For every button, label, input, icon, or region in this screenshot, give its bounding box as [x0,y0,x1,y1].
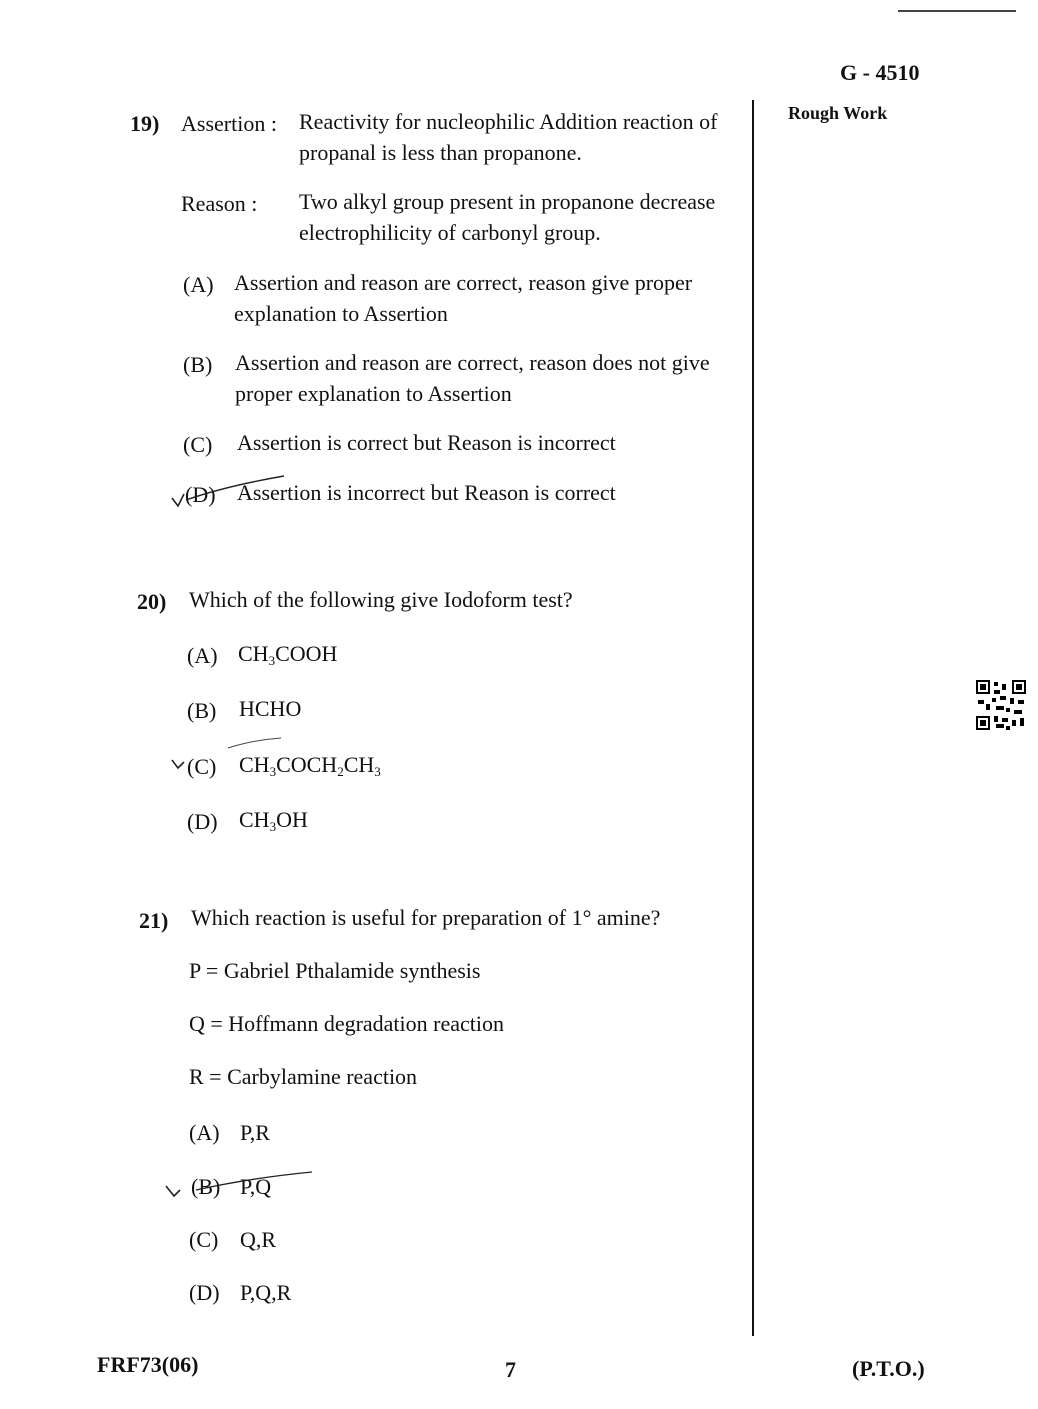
question-text: Which of the following give Iodoform test? [189,587,573,612]
option-label: (B) [187,698,217,723]
answer-tick-mark [166,468,291,510]
option-label: (B) [191,1174,221,1199]
reason-text-1: Two alkyl group present in propanone decrease [299,189,716,214]
column-divider [752,100,754,1336]
option-label: (A) [189,1120,220,1145]
option-text: P,Q [240,1174,272,1199]
question-number: 20) [137,589,167,614]
option-text: P,R [240,1120,270,1145]
option-label: (C) [189,1227,219,1252]
option-text: Q,R [240,1227,277,1252]
answer-tick-mark [160,1164,320,1204]
option-text: Assertion is incorrect but Reason is correct [237,480,616,505]
assertion-text-1: Reactivity for nucleophilic Addition reaction of [299,109,718,134]
option-text: Assertion and reason are correct, reason give proper [234,270,693,295]
question-number: 21) [139,908,169,933]
definition-r: R = Carbylamine reaction [189,1064,418,1089]
formula: $CH_3OH$ [239,807,308,834]
option-label: (C) [187,754,217,779]
footer-code: FRF73(06) [97,1352,199,1377]
option-label: (A) [183,272,214,297]
option-text: explanation to Assertion [234,301,448,326]
answer-tick-mark [168,732,288,772]
question-text: Which reaction is useful for preparation of 1° amine? [191,905,661,930]
option-label: (A) [187,643,218,668]
pto-label: (P.T.O.) [852,1356,925,1381]
reason-label: Reason : [181,191,258,216]
formula: $CH_3COCH_2CH_3$ [239,752,381,779]
definition-p: P = Gabriel Pthalamide synthesis [189,958,481,983]
assertion-text-2: propanal is less than propanone. [299,140,582,165]
option-label: (B) [183,352,213,377]
rough-work-label: Rough Work [788,103,888,123]
top-rule [898,10,1016,12]
option-label: (D) [187,809,218,834]
question-number: 19) [130,111,160,136]
option-text: Assertion and reason are correct, reason does not give [235,350,710,375]
formula: HCHO [239,696,302,721]
qr-code-icon [976,680,1026,730]
reason-text-2: electrophilicity of carbonyl group. [299,220,601,245]
formula: $CH_3COOH$ [238,641,338,668]
option-label: (D) [189,1280,220,1305]
definition-q: Q = Hoffmann degradation reaction [189,1011,505,1036]
option-text: Assertion is correct but Reason is incorrect [237,430,616,455]
assertion-label: Assertion : [181,111,277,136]
option-text: P,Q,R [240,1280,292,1305]
paper-code: G - 4510 [840,60,920,85]
option-label: (C) [183,432,213,457]
page-number: 7 [505,1357,516,1382]
option-text: proper explanation to Assertion [235,381,512,406]
option-label: (D) [185,482,216,507]
